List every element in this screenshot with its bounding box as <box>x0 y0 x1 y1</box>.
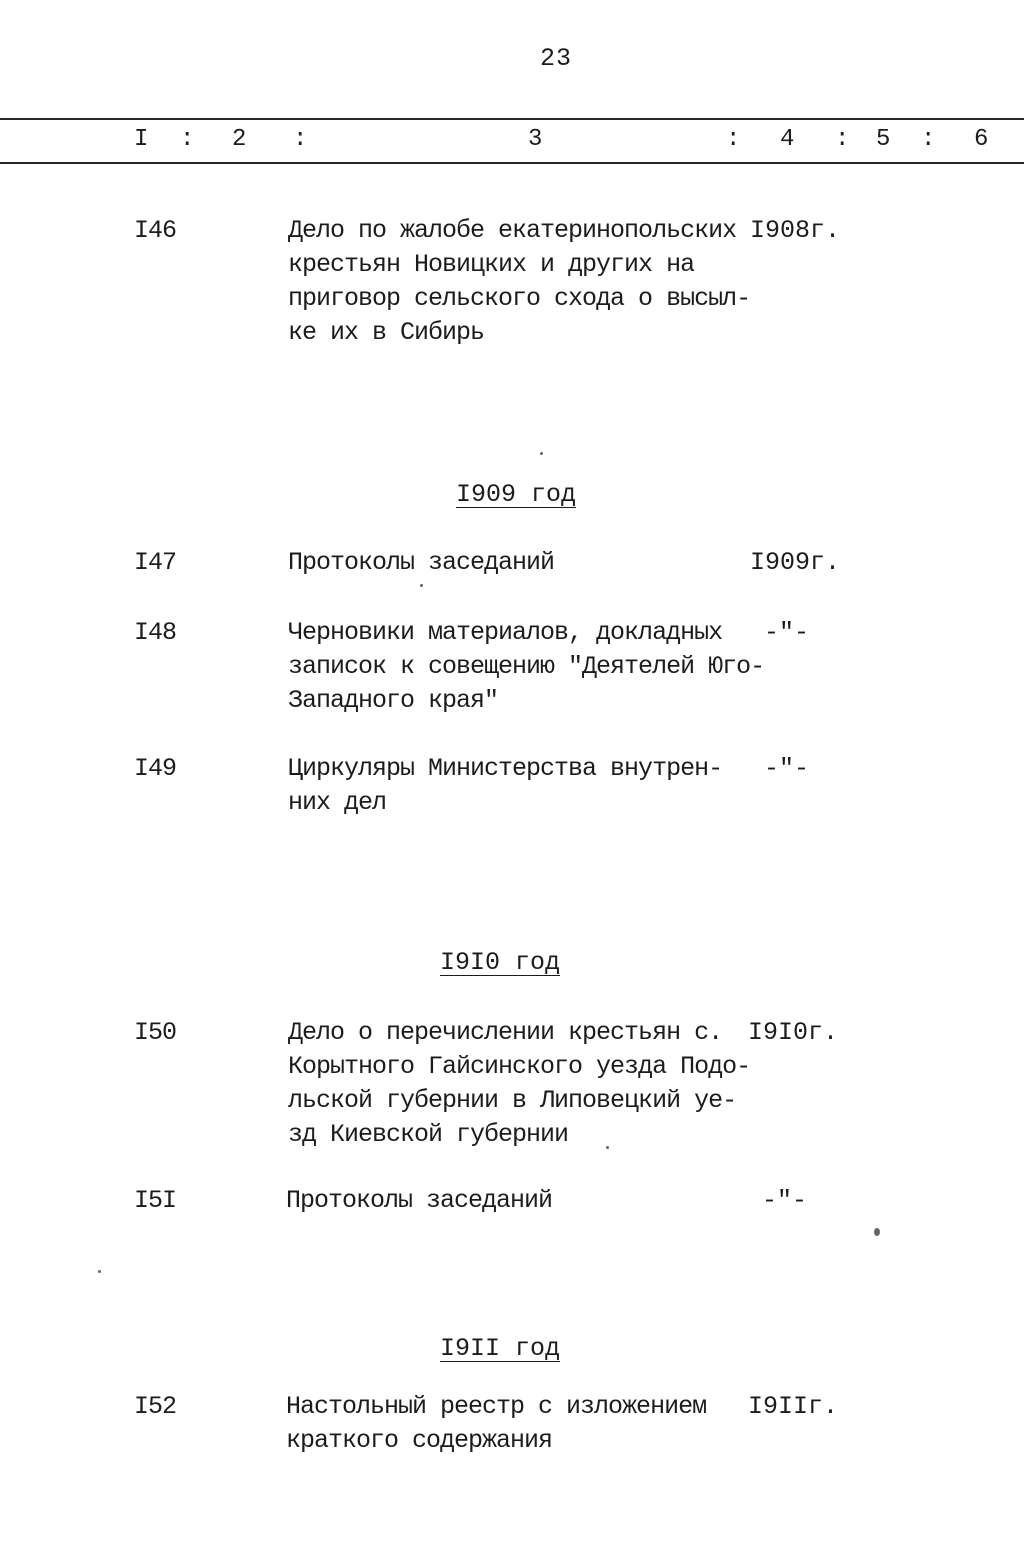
column-header-5: 5 <box>876 126 891 153</box>
entry-date-ditto: -"- <box>762 1186 808 1215</box>
entry-number: I48 <box>134 618 177 647</box>
entry-description <box>288 616 764 718</box>
entry-number: I52 <box>134 1392 177 1421</box>
description-line: Циркуляры Министерства внутрен- <box>288 754 723 783</box>
column-header-4: 4 <box>780 126 795 153</box>
entry-date-ditto: -"- <box>764 618 810 647</box>
entry-description <box>286 1390 706 1458</box>
entry-description <box>286 1184 552 1218</box>
description-line: записок к совещению "Деятелей Юго- <box>288 652 765 681</box>
entry-date: I9IIг. <box>748 1392 839 1421</box>
description-line: крестьян Новицких и других на <box>288 250 695 279</box>
column-header-2: 2 <box>232 126 247 153</box>
description-line: зд Киевской губернии <box>288 1120 569 1149</box>
description-line: приговор сельского схода о высыл- <box>288 284 751 313</box>
year-heading: I9II год <box>440 1334 561 1363</box>
entry-number: I47 <box>134 548 177 577</box>
description-line: Протоколы заседаний <box>286 1186 553 1215</box>
entry-date: I909г. <box>750 548 841 577</box>
year-heading: I909 год <box>456 480 577 509</box>
description-line: Дело о перечислении крестьян с. <box>288 1018 723 1047</box>
entry-date: I9I0г. <box>748 1018 839 1047</box>
description-line: Черновики материалов, докладных <box>288 618 723 647</box>
entry-description <box>288 214 750 350</box>
scan-speck <box>420 584 423 587</box>
entry-number: I50 <box>134 1018 177 1047</box>
column-separator: : <box>180 126 195 153</box>
entry-description <box>288 546 554 580</box>
column-header-3: 3 <box>528 126 543 153</box>
column-header-1: I <box>134 126 149 153</box>
column-header-6: 6 <box>974 126 989 153</box>
scan-speck <box>874 1228 880 1236</box>
scan-speck <box>540 452 543 455</box>
description-line: Западного края" <box>288 686 499 715</box>
column-separator: : <box>293 126 308 153</box>
entry-date-ditto: -"- <box>764 754 810 783</box>
header-rule-top <box>0 118 1024 120</box>
description-line: ке их в Сибирь <box>288 318 485 347</box>
entry-description <box>288 752 722 820</box>
description-line: Дело по жалобе екатеринопольских <box>288 216 737 245</box>
entry-description <box>288 1016 750 1152</box>
description-line: них дел <box>288 788 387 817</box>
description-line: Настольный реестр с изложением <box>286 1392 707 1421</box>
description-line: Протоколы заседаний <box>288 548 555 577</box>
page-number: 23 <box>540 44 573 73</box>
entry-number: I5I <box>134 1186 177 1215</box>
column-separator: : <box>921 126 936 153</box>
description-line: Корытного Гайсинского уезда Подо- <box>288 1052 751 1081</box>
scan-speck <box>606 1146 609 1149</box>
entry-number: I46 <box>134 216 177 245</box>
entry-number: I49 <box>134 754 177 783</box>
scan-speck <box>98 1270 101 1273</box>
year-heading: I9I0 год <box>440 948 561 977</box>
description-line: льской губернии в Липовецкий уе- <box>288 1086 737 1115</box>
column-separator: : <box>835 126 850 153</box>
entry-date: I908г. <box>750 216 841 245</box>
column-separator: : <box>726 126 741 153</box>
description-line: краткого содержания <box>286 1426 553 1455</box>
header-rule-bottom <box>0 162 1024 164</box>
